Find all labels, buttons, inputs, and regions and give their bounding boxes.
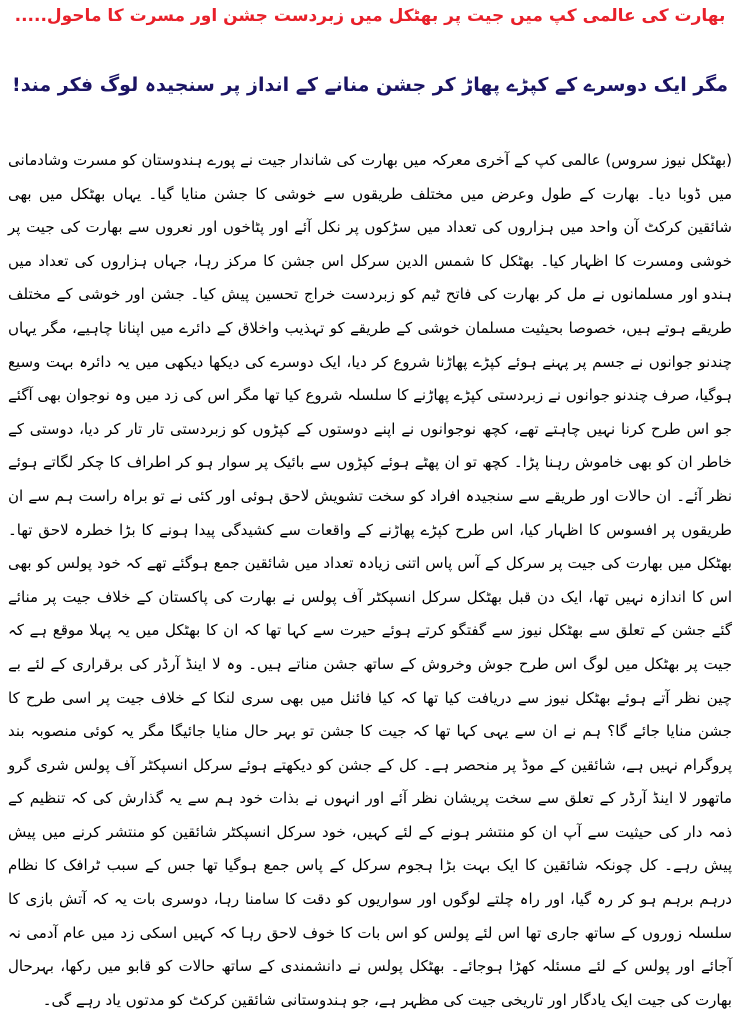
headline-main: بھارت کی عالمی کپ میں جیت پر بھٹکل میں زبردست جشن اور مسرت کا ماحول..... <box>14 6 726 26</box>
article-body: (بھٹکل نیوز سروس) عالمی کپ کے آخری معرکہ میں بھارت کی شاندار جیت نے پورے ہندوستان کو مسرت وشادمانی میں ڈوبا دیا۔ بھارت کے طول وعرض میں مختلف طریقوں سے خوشی کا جشن منایا گیا۔ یہاں بھٹکل میں بھی شائقین کرکٹ آن واحد میں ہزاروں کی تعداد میں سڑکوں پر نکل آئے اور پٹاخوں اور نعروں سے بھارت کی جیت پر خوشی ومسرت کا اظہار کیا۔ بھٹکل کا شمس الدین سرکل اس جشن کا مرکز رہا، جہاں ہزاروں کی تعداد میں ہندو اور مسلمانوں نے مل کر بھارت کی فاتح ٹیم کو زبردست خراج تحسین پیش کیا۔ جشن اور خوشی کے مختلف طریقے ہوتے ہیں، خصوصا بحیثیت مسلمان خوشی کے طریقے کو تہذیب واخلاق کے دائرے میں اپنانا چاہیے، مگر یہاں چندنو جوانوں نے جسم پر پہنے ہوئے کپڑے پھاڑنا شروع کر دیا، ایک دوسرے کی دیکھا دیکھی میں یہ دائرہ بہت وسیع ہوگیا، صرف چندنو جوانوں نے زبردستی کپڑے پھاڑنے کا سلسلہ شروع کیا تھا مگر اس کی زد میں وہ نوجوان بھی آگئے جو اس طرح کرنا نہیں چاہتے تھے، کچھ نوجوانوں نے اپنے دوستوں کے کپڑوں کو زبردستی تار تار کر دیا، دوستی کے خاطر ان کو بھی خاموش رہنا پڑا۔ کچھ تو ان پھٹے ہوئے کپڑوں سے بائیک پر سوار ہو کر اطراف کا چکر لگاتے ہوئے نظر آئے۔ ان حالات اور طریقے سے سنجیدہ افراد کو سخت تشویش لاحق ہوئی اور کئی نے تو براہ راست ہم سے ان طریقوں پر افسوس کا اظہار کیا، اس طرح کپڑے پھاڑنے کے واقعات سے کشیدگی پیدا ہونے کا بڑا خطرہ لاحق تھا۔ بھٹکل میں بھارت کی جیت پر سرکل کے آس پاس اتنی زیادہ تعداد میں شائقین جمع ہوگئے تھے کہ خود پولس کو بھی اس کا اندازہ نہیں تھا، ایک دن قبل بھٹکل سرکل انسپکٹر آف پولس نے بھارت کی پاکستان کے خلاف جیت پر منائے گئے جشن کے تعلق سے بھٹکل نیوز سے گفتگو کرتے ہوئے حیرت سے کہا تھا کہ ان کا بھٹکل میں یہ پہلا موقع ہے کہ جیت پر بھٹکل میں لوگ اس طرح جوش وخروش کے ساتھ جشن مناتے ہیں۔ وہ لا اینڈ آرڈر کی برقراری کے لئے بے چین نظر آتے ہوئے بھٹکل نیوز سے دریافت کیا تھا کہ کیا فائنل میں بھی سری لنکا کے خلاف جیت پر اسی طرح کا جشن منایا جائے گا؟ ہم نے ان سے یہی کہا تھا کہ جیت کا جشن تو بہر حال منایا جائیگا مگر یہ کوئی منصوبہ بند پروگرام نہیں ہے، شائقین کے موڈ پر منحصر ہے۔ کل کے جشن کو دیکھتے ہوئے سرکل انسپکٹر آف پولس شری گرو ماتھور لا اینڈ آرڈر کے تعلق سے سخت پریشان نظر آئے اور انہوں نے بذات خود ہم سے یہ گذارش کی کہ تنظیم کے ذمہ دار کی حیثیت سے آپ ان کو منتشر ہونے کے لئے کہیں، خود سرکل انسپکٹر شائقین کو منتشر کرنے میں پیش پیش رہے۔ کل چونکہ شائقین کا ایک بہت بڑا ہجوم سرکل کے پاس جمع ہوگیا تھا جس کے سبب ٹرافک کا نظام درہم برہم ہو کر رہ گیا، اور راہ چلتے لوگوں اور سواریوں کو دقت کا سامنا رہا، دوسری بات یہ کہ آتش بازی کا سلسلہ زوروں کے ساتھ جاری تھا اس لئے پولس کو اس بات کا خوف لاحق رہا کہ کہیں اسکی زد میں عام آدمی نہ آجائے اور پولس کے لئے مسئلہ کھڑا ہوجائے۔ بھٹکل پولس نے دانشمندی کے ساتھ حالات کو قابو میں رکھا، بہرحال بھارت کی جیت ایک یادگار اور تاریخی جیت کی مظہر ہے، جو ہندوستانی شائقین کرکٹ کو مدتوں یاد رہے گی۔ <box>8 151 732 1009</box>
headline-sub: مگر ایک دوسرے کے کپڑے پھاڑ کر جشن منانے کے انداز پر سنجیدہ لوگ فکر مند! <box>12 74 728 96</box>
